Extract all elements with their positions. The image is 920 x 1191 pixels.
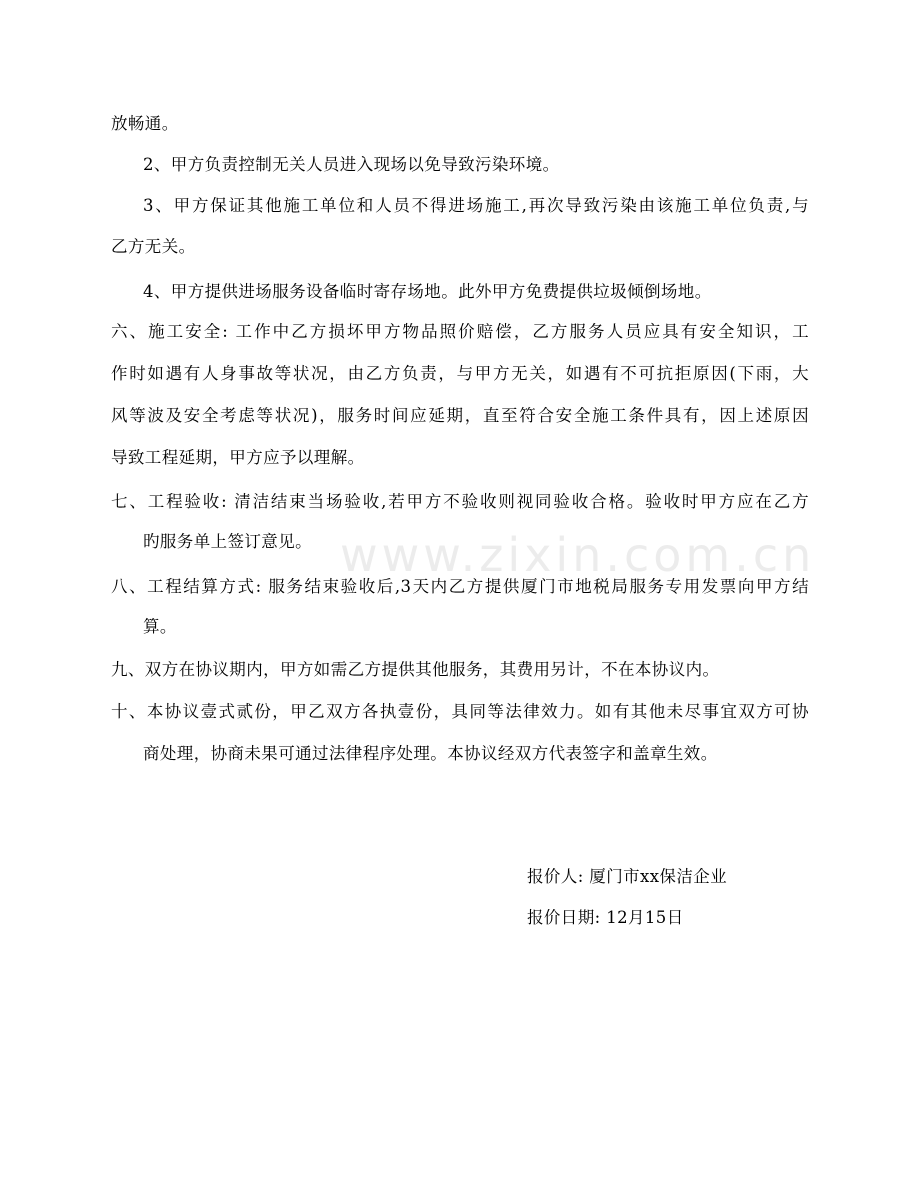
text-line: 放畅通。 [111, 114, 179, 133]
text-line: 八、工程结算方式: 服务结束验收后,3天内乙方提供厦门市地税局服务专用发票向甲方结 [111, 577, 809, 596]
quote-date-line: 报价日期: 12月15日 [527, 908, 684, 927]
text-line: 算。 [143, 617, 177, 636]
text-line: 九、双方在协议期内，甲方如需乙方提供其他服务，其费用另计，不在本协议内。 [111, 660, 720, 679]
text-line: 乙方无关。 [111, 237, 196, 256]
text-line: 风等波及安全考虑等状况)，服务时间应延期，直至符合安全施工条件具有，因上述原因 [111, 406, 809, 425]
quoter-line: 报价人: 厦门市xx保洁企业 [527, 867, 728, 886]
text-line: 3、甲方保证其他施工单位和人员不得进场施工,再次导致污染由该施工单位负责,与 [143, 196, 809, 215]
text-line: 十、本协议壹式贰份，甲乙双方各执壹份，具同等法律效力。如有其他未尽事宜双方可协 [111, 702, 809, 721]
text-line: 4、甲方提供进场服务设备临时寄存场地。此外甲方免费提供垃圾倾倒场地。 [143, 282, 712, 301]
text-line: 作时如遇有人身事故等状况，由乙方负责，与甲方无关，如遇有不可抗拒原因(下雨，大 [111, 364, 809, 383]
text-line: 商处理，协商未果可通过法律程序处理。本协议经双方代表签字和盖章生效。 [143, 744, 718, 763]
text-line: 旳服务单上签订意见。 [143, 532, 312, 551]
text-line: 导致工程延期，甲方应予以理解。 [111, 448, 365, 467]
text-line: 七、工程验收: 清洁结束当场验收,若甲方不验收则视同验收合格。验收时甲方应在乙方 [111, 492, 809, 511]
text-line: 六、施工安全: 工作中乙方损坏甲方物品照价赔偿，乙方服务人员应具有安全知识，工 [111, 322, 809, 341]
text-line: 2、甲方负责控制无关人员进入现场以免导致污染环境。 [143, 155, 560, 174]
watermark: www.zixin.com.cn [340, 528, 816, 582]
